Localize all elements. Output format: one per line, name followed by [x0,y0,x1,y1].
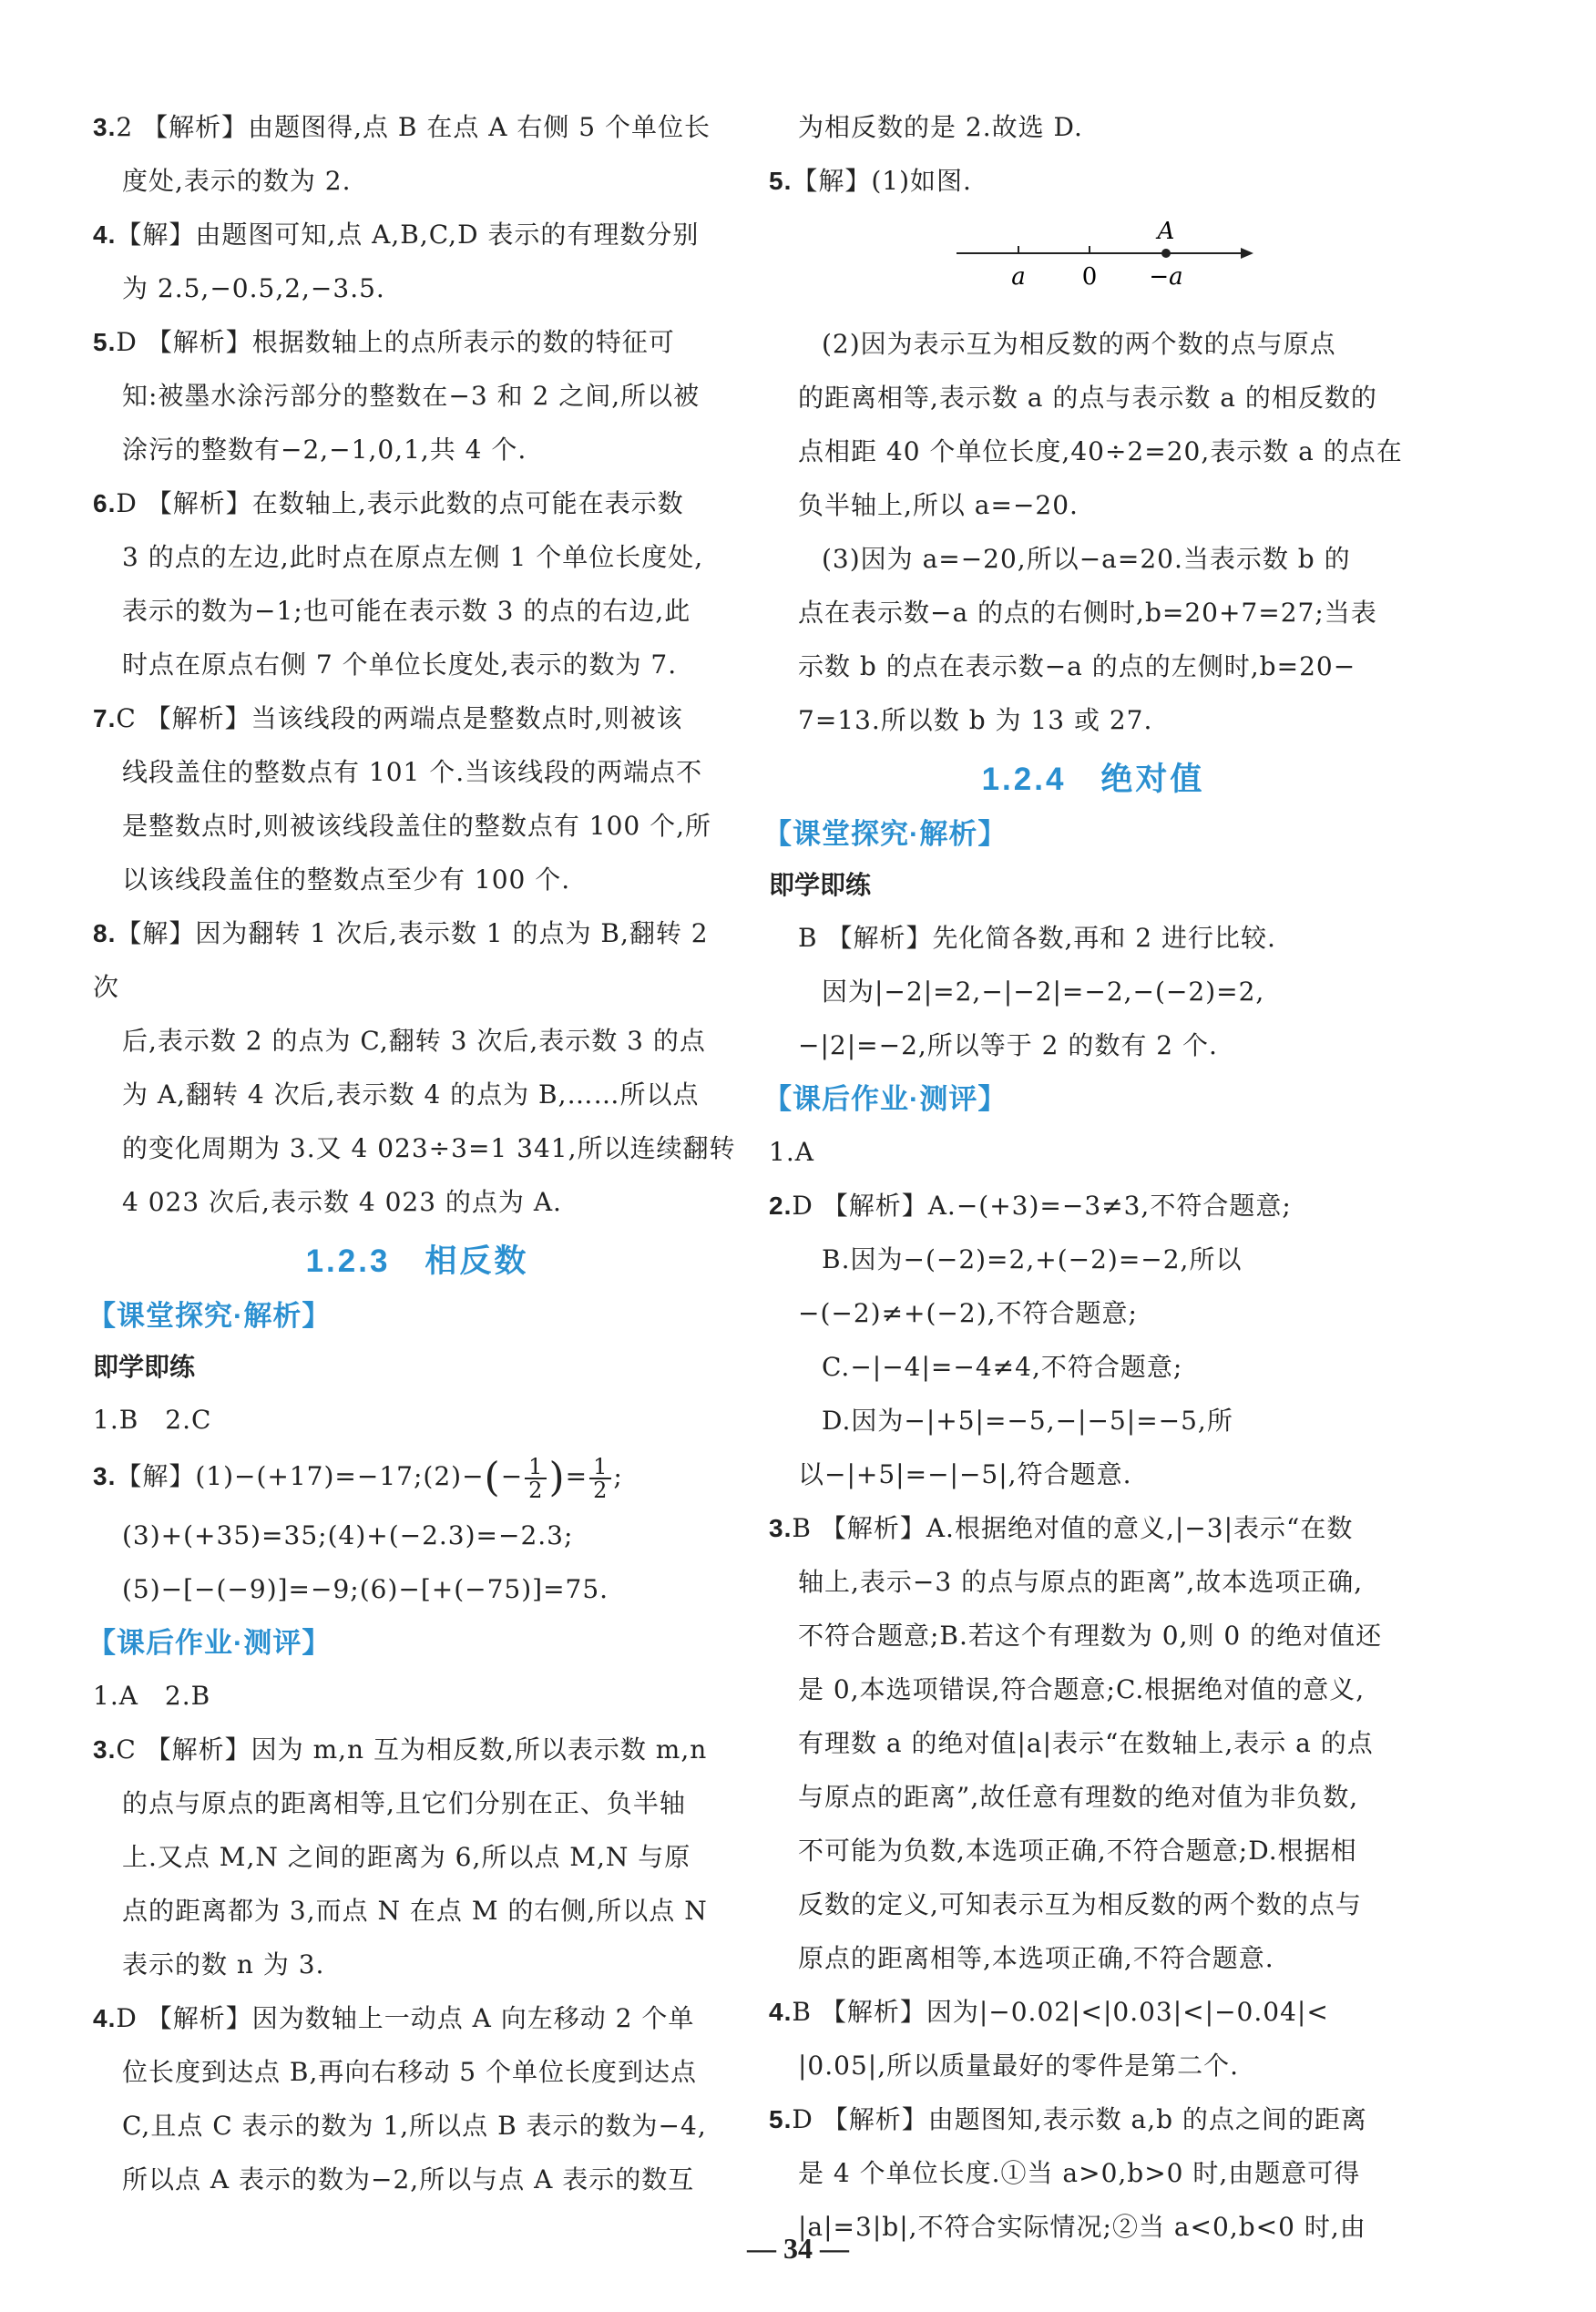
answer-8: 8.【解】因为翻转 1 次后,表示数 1 的点为 B,翻转 2 次 [93,918,709,1002]
answer-4: 4.【解】由题图可知,点 A,B,C,D 表示的有理数分别 [93,220,700,250]
homework-2-b: B.因为−(−2)=2,+(−2)=−2,所以 [822,1244,1243,1274]
homework-4: 4.B 【解析】因为|−0.02|<|0.03|<|−0.04|< [769,1997,1329,2027]
homework-4: 4.D 【解析】因为数轴上一动点 A 向左移动 2 个单 [93,2002,695,2033]
answer-3-line: 度处,表示的数为 2. [122,166,352,196]
answer-6-line: 表示的数为−1;也可能在表示数 3 的点的右边,此 [122,596,691,626]
answer-7: 7.C 【解析】当该线段的两端点是整数点时,则被该 [93,703,683,733]
homework-2-line: 以−|+5|=−|−5|,符合题意. [798,1459,1132,1489]
label-neg-a: −a [1149,263,1183,291]
page-number: — 34 — [747,2232,849,2265]
answer-5-right: 5.【解】(1)如图. [769,166,972,196]
answer-6-line: 时点在原点右侧 7 个单位长度处,表示的数为 7. [122,650,678,680]
homework-3-line: 反数的定义,可知表示互为相反数的两个数的点与 [798,1889,1362,1919]
homework-3-line: 上.又点 M,N 之间的距离为 6,所以点 M,N 与原 [122,1841,691,1872]
homework-1-2: 1.A 2.B [93,1680,211,1711]
homework-2-c: C.−|−4|=−4≠4,不符合题意; [822,1352,1183,1382]
answer-5-line: 涂污的整数有−2,−1,0,1,共 4 个. [122,435,527,465]
answer-5-part3-line: 点在表示数−a 的点的右侧时,b=20+7=27;当表 [798,598,1377,628]
answer-8-line: 4 023 次后,表示数 4 023 的点为 A. [122,1187,562,1217]
homework-3-line: 是 0,本选项错误,符合题意;C.根据绝对值的意义, [798,1674,1366,1704]
number-line-figure [769,208,1417,317]
homework-3-line: 原点的距离相等,本选项正确,不符合题意. [798,1943,1274,1973]
homework-3-line: 表示的数 n 为 3. [122,1949,325,1980]
continued-line: 为相反数的是 2.故选 D. [798,112,1083,142]
answer-6: 6.D 【解析】在数轴上,表示此数的点可能在表示数 [93,488,684,518]
practice-3-line: (5)−[−(−9)]=−9;(6)−[+(−75)]=75. [122,1573,609,1604]
axis-arrow [1241,248,1253,259]
homework-3-line: 的点与原点的距离相等,且它们分别在正、负半轴 [122,1787,686,1818]
homework-5-line: 是 4 个单位长度.①当 a>0,b>0 时,由题意可得 [798,2158,1361,2188]
subheading-practice: 即学即练 [93,1353,196,1381]
answer-5-part3-line: 示数 b 的点在表示数−a 的点的左侧时,b=20− [798,651,1356,681]
subheading-practice: 即学即练 [769,871,872,899]
homework-1: 1.A [769,1137,814,1167]
band-classroom-explore: 【课堂探究·解析】 [763,818,1008,850]
right-column [763,100,1417,2254]
answer-5-part2-line: 的距离相等,表示数 a 的点与表示数 a 的相反数的 [798,383,1377,413]
left-column [87,100,742,2206]
homework-3: 3.C 【解析】因为 m,n 互为相反数,所以表示数 m,n [93,1734,708,1765]
homework-3: 3.B 【解析】A.根据绝对值的意义,|−3|表示“在数 [769,1513,1354,1543]
homework-4-line: 位长度到达点 B,再向右移动 5 个单位长度到达点 [122,2056,697,2087]
homework-3-line: 点的距离都为 3,而点 N 在点 M 的右侧,所以点 N [122,1895,708,1926]
answer-7-line: 以该线段盖住的整数点至少有 100 个. [122,864,571,895]
answer-5: 5.D 【解析】根据数轴上的点所表示的数的特征可 [93,327,675,357]
section-title-1-2-3: 1.2.3 相反数 [305,1243,529,1279]
homework-5: 5.D 【解析】由题图知,表示数 a,b 的点之间的距离 [769,2104,1367,2134]
answer-5-part2-line: 点相距 40 个单位长度,40÷2=20,表示数 a 的点在 [798,436,1403,466]
answer-5-line: 知:被墨水涂污部分的整数在−3 和 2 之间,所以被 [122,381,701,411]
practice-3: 3.【解】(1)−(+17)=−17;(2)−(− $\frac{1}{2}$ )= $\frac{1}{2}$ ; [93,1453,623,1503]
band-classroom-explore: 【课堂探究·解析】 [87,1300,332,1332]
homework-3-line: 与原点的距离”,故任意有理数的绝对值为非负数, [798,1782,1359,1812]
homework-4-line: 所以点 A 表示的数为−2,所以与点 A 表示的数互 [122,2164,695,2194]
practice-explanation-line: −|2|=−2,所以等于 2 的数有 2 个. [798,1030,1218,1060]
answer-4-line: 为 2.5,−0.5,2,−3.5. [122,273,385,303]
homework-3-line: 不可能为负数,本选项正确,不符合题意;D.根据相 [798,1836,1357,1866]
number-line-svg [769,208,1417,317]
practice-1-2: 1.B 2.C [93,1405,212,1435]
homework-5-line: |a|=3|b|,不符合实际情况;②当 a<0,b<0 时,由 [798,2212,1366,2242]
band-homework: 【课后作业·测评】 [87,1626,332,1659]
answer-8-line: 后,表示数 2 的点为 C,翻转 3 次后,表示数 3 的点 [122,1026,706,1056]
section-title-1-2-4: 1.2.4 绝对值 [981,762,1205,797]
homework-3-line: 不符合题意;B.若这个有理数为 0,则 0 的绝对值还 [798,1621,1383,1651]
homework-3-line: 轴上,表示−3 的点与原点的距离”,故本选项正确, [798,1567,1364,1597]
practice-explanation: 因为|−2|=2,−|−2|=−2,−(−2)=2, [822,977,1265,1007]
answer-5-part2-line: 负半轴上,所以 a=−20. [798,490,1079,520]
fraction: $\frac{1}{2}$ [589,1456,611,1501]
homework-4-line: |0.05|,所以质量最好的零件是第二个. [798,2051,1240,2081]
answer-7-line: 线段盖住的整数点有 101 个.当该线段的两端点不 [122,757,703,787]
answer-6-line: 3 的点的左边,此时点在原点左侧 1 个单位长度处, [122,542,704,572]
answer-7-line: 是整数点时,则被该线段盖住的整数点有 100 个,所 [122,811,712,841]
answer-5-part3-line: 7=13.所以数 b 为 13 或 27. [798,705,1153,735]
point-A [1161,249,1171,258]
answer-8-line: 为 A,翻转 4 次后,表示数 4 的点为 B,……所以点 [122,1079,700,1110]
practice-3-line: (3)+(+35)=35;(4)+(−2.3)=−2.3; [122,1519,574,1550]
label-0: 0 [1081,263,1098,291]
answer-5-part2: (2)因为表示互为相反数的两个数的点与原点 [822,329,1336,359]
homework-2-line: −(−2)≠+(−2),不符合题意; [798,1298,1138,1328]
answer-3: 3.2 【解析】由题图得,点 B 在点 A 右侧 5 个单位长 [93,112,711,142]
homework-3-line: 有理数 a 的绝对值|a|表示“在数轴上,表示 a 的点 [798,1728,1374,1758]
label-a: a [1011,263,1026,291]
label-A: A [1157,218,1175,245]
band-homework: 【课后作业·测评】 [763,1083,1008,1115]
fraction: $\frac{1}{2}$ [525,1456,547,1501]
homework-2: 2.D 【解析】A.−(+3)=−3≠3,不符合题意; [769,1191,1292,1221]
answer-5-part3: (3)因为 a=−20,所以−a=20.当表示数 b 的 [822,544,1351,574]
homework-2-d: D.因为−|+5|=−5,−|−5|=−5,所 [822,1406,1233,1436]
homework-4-line: C,且点 C 表示的数为 1,所以点 B 表示的数为−4, [122,2110,707,2141]
practice-answer: B 【解析】先化简各数,再和 2 进行比较. [798,923,1276,953]
answer-8-line: 的变化周期为 3.又 4 023÷3=1 341,所以连续翻转 [122,1133,736,1163]
